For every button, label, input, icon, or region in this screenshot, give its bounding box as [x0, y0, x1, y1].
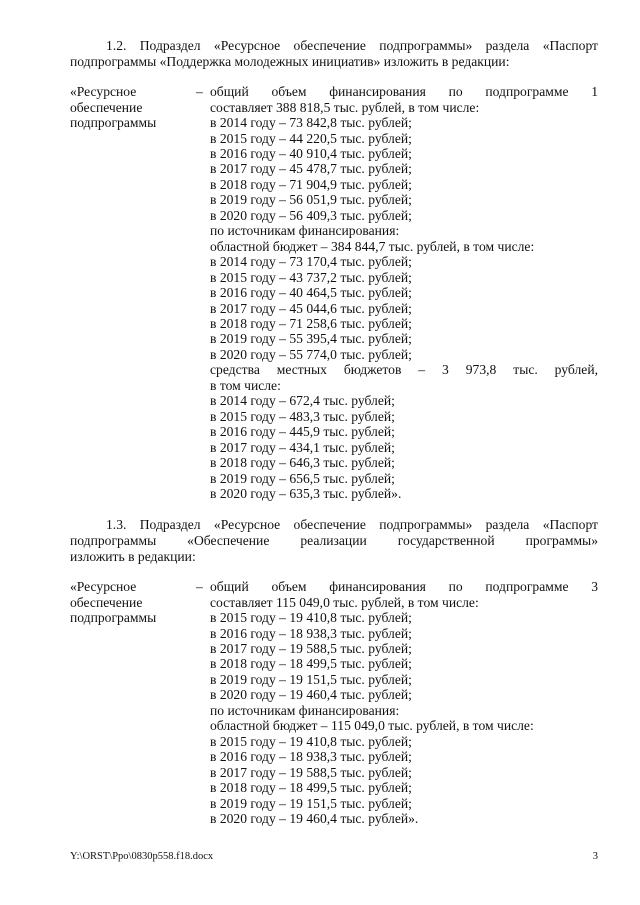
page-footer	[70, 851, 598, 863]
page-number: 3	[592, 851, 598, 862]
value-line: в 2018 году – 646,3 тыс. рублей;	[210, 455, 395, 471]
value-line: средства местных бюджетов – 3 973,8 тыс. рублей,	[210, 362, 598, 378]
resource-values	[210, 84, 598, 501]
value-line: в 2015 году – 19 410,8 тыс. рублей;	[210, 610, 412, 626]
heading-line: изложить в редакции:	[70, 548, 196, 564]
value-line: в том числе:	[210, 377, 281, 393]
value-line: в 2018 году – 18 499,5 тыс. рублей;	[210, 780, 412, 796]
value-line: в 2017 году – 45 044,6 тыс. рублей;	[210, 300, 412, 316]
dash-separator: –	[196, 84, 203, 100]
value-line: в 2015 году – 19 410,8 тыс. рублей;	[210, 733, 412, 749]
value-line: составляет 115 049,0 тыс. рублей, в том числе:	[210, 594, 479, 610]
label-line: обеспечение	[70, 99, 143, 115]
value-line: по источникам финансирования:	[210, 223, 400, 239]
value-line: в 2019 году – 19 151,5 тыс. рублей;	[210, 671, 412, 687]
value-line: в 2016 году – 18 938,3 тыс. рублей;	[210, 749, 412, 765]
section-1-3-resource-block	[70, 579, 598, 826]
value-line: в 2015 году – 43 737,2 тыс. рублей;	[210, 269, 412, 285]
value-line: в 2020 году – 635,3 тыс. рублей».	[210, 485, 402, 501]
value-line: в 2019 году – 656,5 тыс. рублей;	[210, 470, 395, 486]
value-line: в 2017 году – 434,1 тыс. рублей;	[210, 439, 395, 455]
value-line: в 2014 году – 672,4 тыс. рублей;	[210, 393, 395, 409]
value-line: составляет 388 818,5 тыс. рублей, в том числе:	[210, 99, 480, 115]
label-line: обеспечение	[70, 594, 143, 610]
value-line: в 2019 году – 19 151,5 тыс. рублей;	[210, 795, 412, 811]
value-line: в 2016 году – 40 910,4 тыс. рублей;	[210, 146, 412, 161]
file-path: Y:\ORST\Ppo\0830p558.f18.docx	[70, 851, 214, 862]
value-line: в 2017 году – 19 588,5 тыс. рублей;	[210, 764, 412, 780]
value-line: в 2020 году – 55 774,0 тыс. рублей;	[210, 346, 412, 362]
value-line: в 2017 году – 19 588,5 тыс. рублей;	[210, 641, 412, 657]
value-line: в 2014 году – 73 170,4 тыс. рублей;	[210, 254, 412, 270]
value-line: в 2020 году – 19 460,4 тыс. рублей;	[210, 687, 412, 703]
heading-line: 1.3. Подраздел «Ресурсное обеспечение подпрограммы» раздела «Паспорт	[106, 517, 598, 533]
value-line: в 2020 году – 56 409,3 тыс. рублей;	[210, 207, 412, 223]
value-line: в 2017 году – 45 478,7 тыс. рублей;	[210, 161, 412, 177]
dash-separator: –	[196, 579, 203, 595]
label-line: «Ресурсное	[70, 579, 137, 595]
resource-label	[70, 579, 196, 826]
value-line: в 2020 году – 19 460,4 тыс. рублей».	[210, 811, 419, 826]
value-line: общий объем финансирования по подпрограмме 1	[210, 84, 598, 100]
resource-label	[70, 84, 196, 501]
value-line: в 2018 году – 18 499,5 тыс. рублей;	[210, 656, 412, 672]
label-line: подпрограммы	[70, 115, 157, 131]
value-line: в 2019 году – 55 395,4 тыс. рублей;	[210, 331, 412, 347]
resource-values	[210, 579, 598, 826]
section-1-3-heading	[70, 517, 598, 564]
heading-line: подпрограммы «Поддержка молодежных инициатив» изложить в редакции:	[70, 53, 510, 69]
value-line: в 2018 году – 71 904,9 тыс. рублей;	[210, 176, 412, 192]
heading-line: подпрограммы «Обеспечение реализации государственной программы»	[70, 533, 598, 549]
value-line: в 2015 году – 483,3 тыс. рублей;	[210, 408, 395, 424]
value-line: по источникам финансирования:	[210, 702, 400, 718]
value-line: в 2018 году – 71 258,6 тыс. рублей;	[210, 315, 412, 331]
label-line: подпрограммы	[70, 610, 157, 626]
value-line: общий объем финансирования по подпрограмме 3	[210, 579, 598, 595]
heading-line: 1.2. Подраздел «Ресурсное обеспечение подпрограммы» раздела «Паспорт	[106, 38, 598, 53]
section-1-2-heading	[70, 38, 598, 69]
value-line: в 2019 году – 56 051,9 тыс. рублей;	[210, 192, 412, 208]
section-1-2-resource-block	[70, 84, 598, 501]
label-line: «Ресурсное	[70, 84, 137, 100]
value-line: в 2016 году – 445,9 тыс. рублей;	[210, 424, 395, 440]
value-line: в 2016 году – 40 464,5 тыс. рублей;	[210, 285, 412, 301]
value-line: областной бюджет – 115 049,0 тыс. рублей, в том числе:	[210, 718, 534, 734]
value-line: в 2014 году – 73 842,8 тыс. рублей;	[210, 115, 412, 131]
document-page	[70, 38, 598, 826]
value-line: областной бюджет – 384 844,7 тыс. рублей, в том числе:	[210, 238, 535, 254]
value-line: в 2015 году – 44 220,5 тыс. рублей;	[210, 130, 412, 146]
value-line: в 2016 году – 18 938,3 тыс. рублей;	[210, 625, 412, 641]
